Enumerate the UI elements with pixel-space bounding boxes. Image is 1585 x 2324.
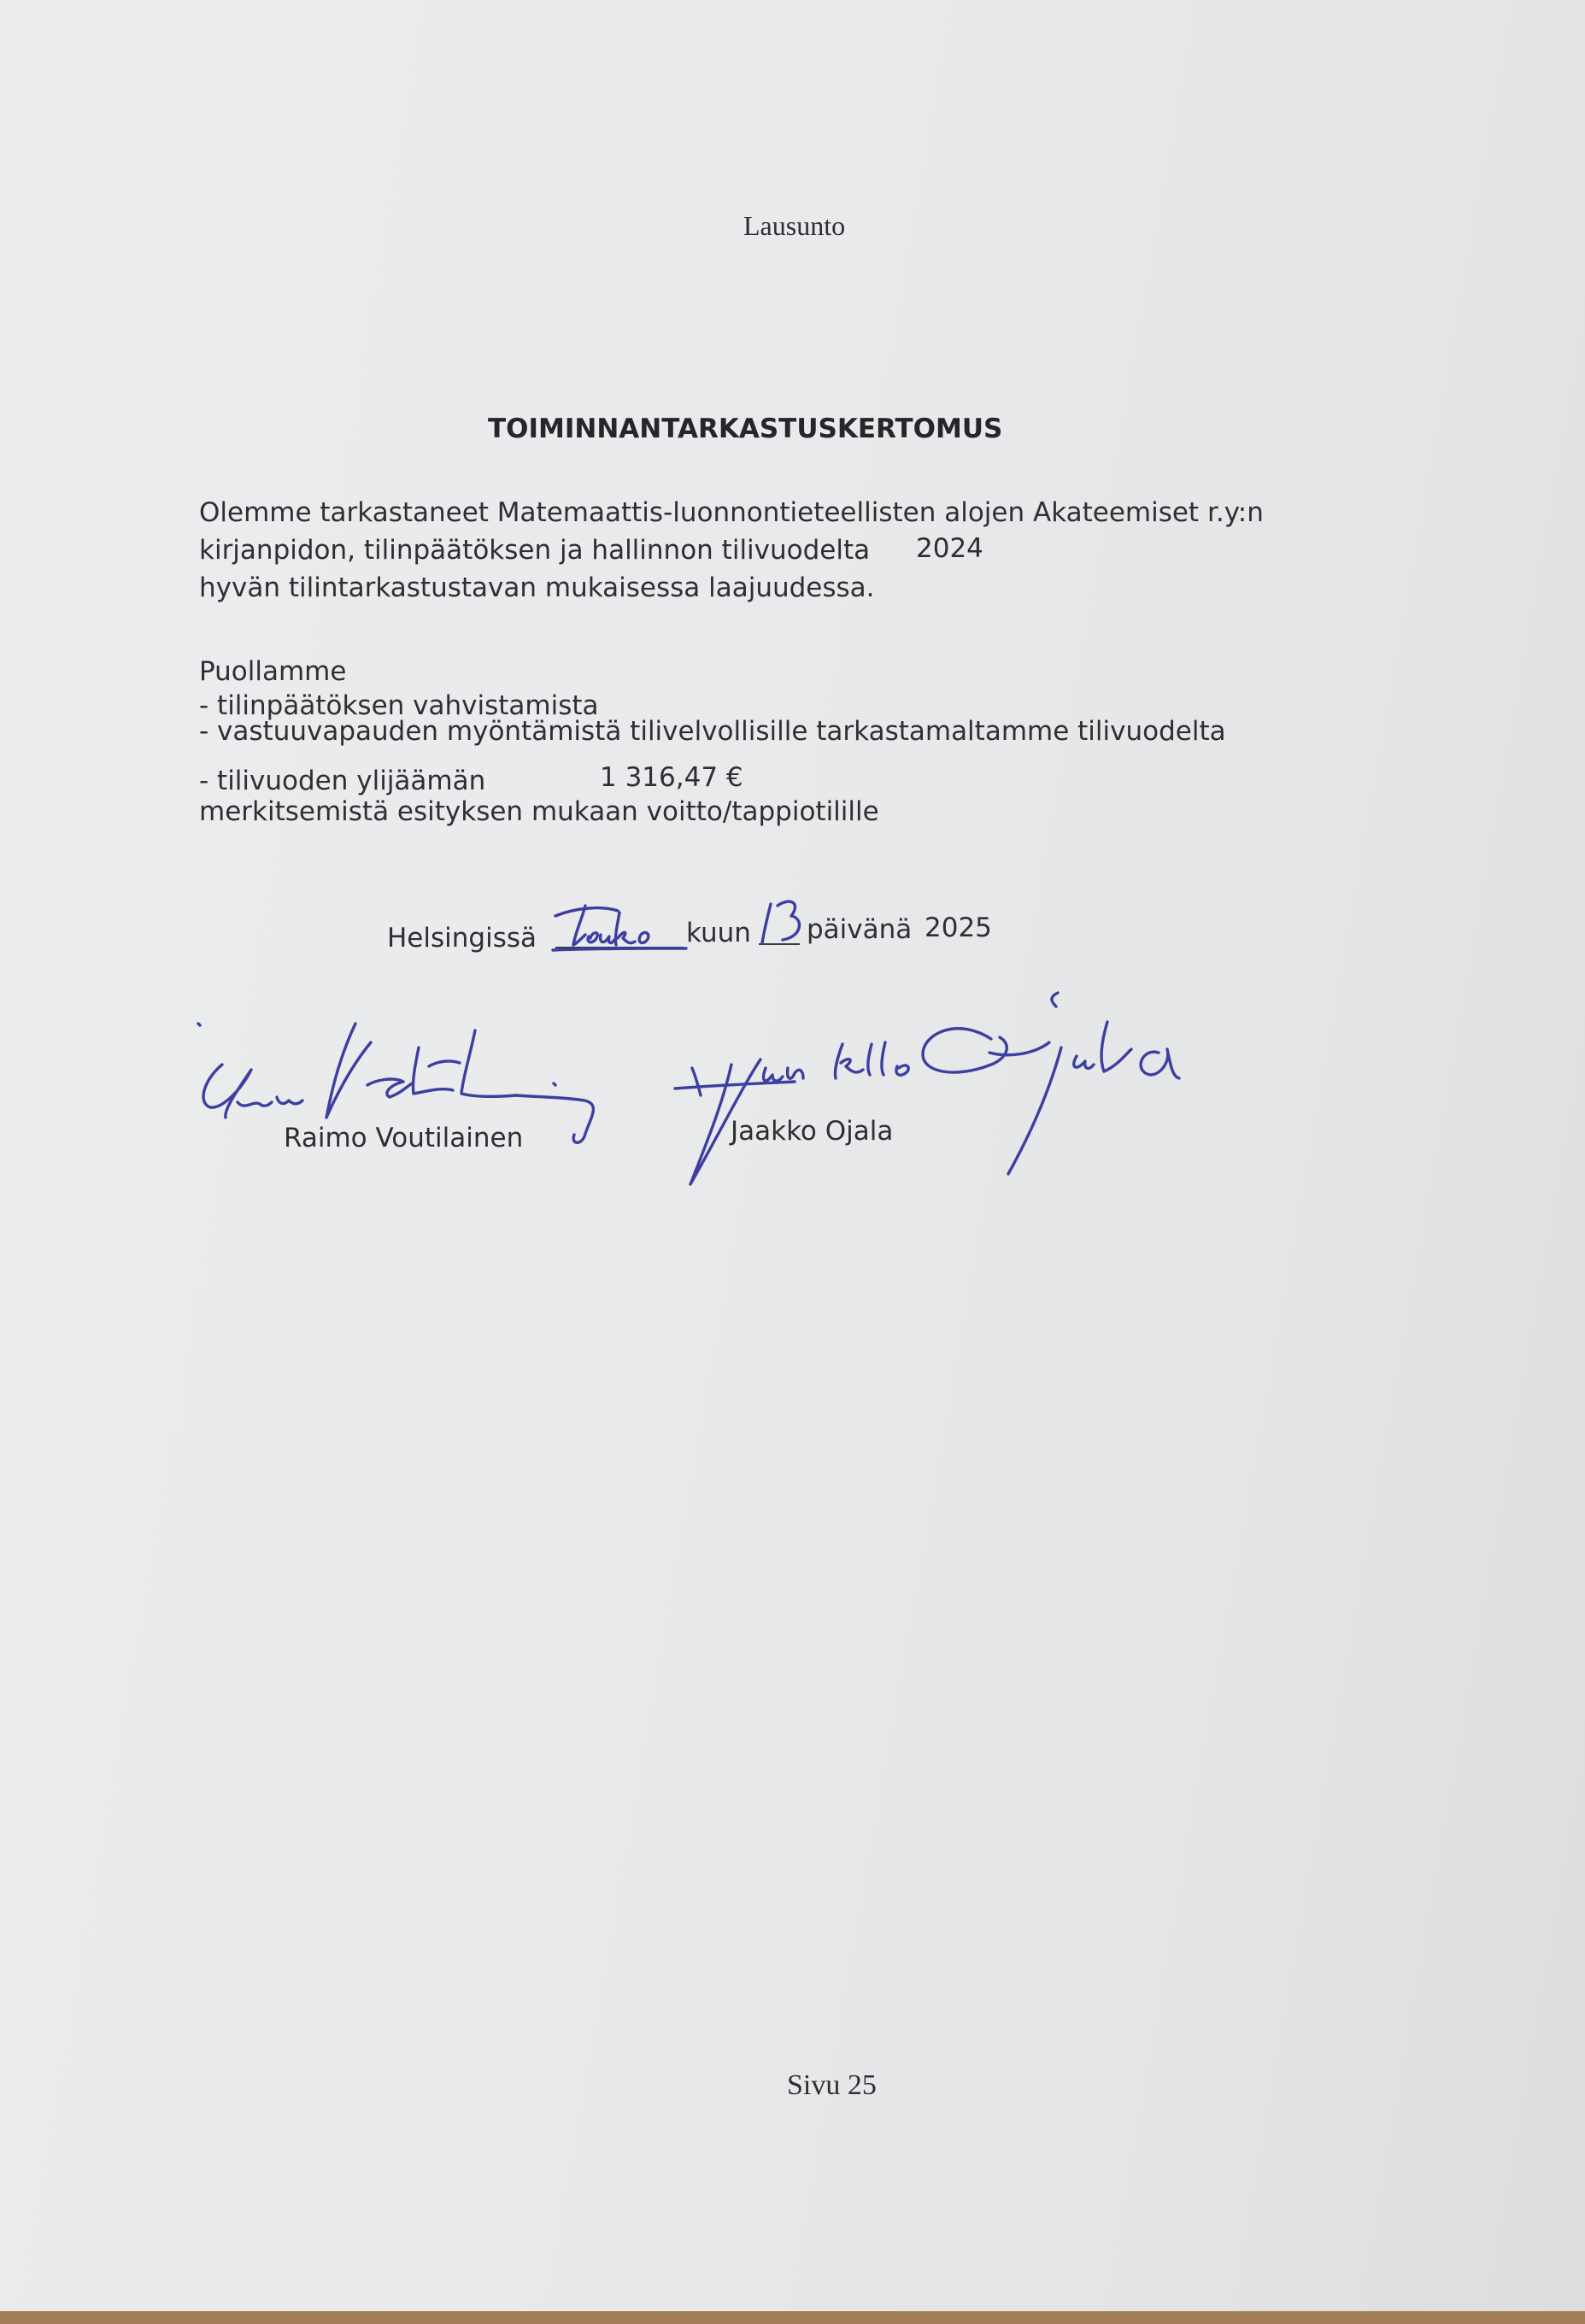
recommend-item-3: - tilivuoden ylijäämän (199, 766, 486, 796)
intro-line-2: kirjanpidon, tilinpäätöksen ja hallinnon tilivuodelta (199, 535, 871, 566)
recommend-item-1: - tilinpäätöksen vahvistamista (199, 690, 599, 721)
recommend-item-3-continued: merkitsemistä esityksen mukaan voitto/tappiotilille (199, 796, 879, 827)
recommend-item-2: - vastuuvapauden myöntämistä tilivelvollisille tarkastamaltamme tilivuodelta (199, 716, 1226, 747)
month-suffix: kuun (686, 918, 751, 948)
surplus-amount: 1 316,47 € (600, 762, 743, 793)
intro-line-1: Olemme tarkastaneet Matemaattis-luonnontieteellisten alojen Akateemiset r.y:n (199, 497, 1264, 528)
table-surface (0, 2311, 1585, 2324)
page-header-title: Lausunto (743, 210, 846, 241)
recommend-label: Puollamme (199, 656, 347, 687)
intro-line-3: hyvän tilintarkastustavan mukaisessa laajuudessa. (199, 572, 875, 603)
day-suffix: päivänä (807, 914, 913, 945)
handwritten-month (551, 895, 688, 955)
page-footer: Sivu 25 (787, 2069, 877, 2101)
handwritten-day (755, 892, 807, 952)
signatory-name-1: Raimo Voutilainen (284, 1123, 524, 1153)
report-heading: TOIMINNANTARKASTUSKERTOMUS (488, 414, 1003, 444)
fiscal-year: 2024 (916, 533, 983, 564)
signing-year: 2025 (925, 913, 992, 943)
signatory-name-2: Jaakko Ojala (731, 1116, 894, 1147)
signature-jaakko-ojala (666, 983, 1247, 1247)
signing-place: Helsingissä (387, 923, 537, 954)
